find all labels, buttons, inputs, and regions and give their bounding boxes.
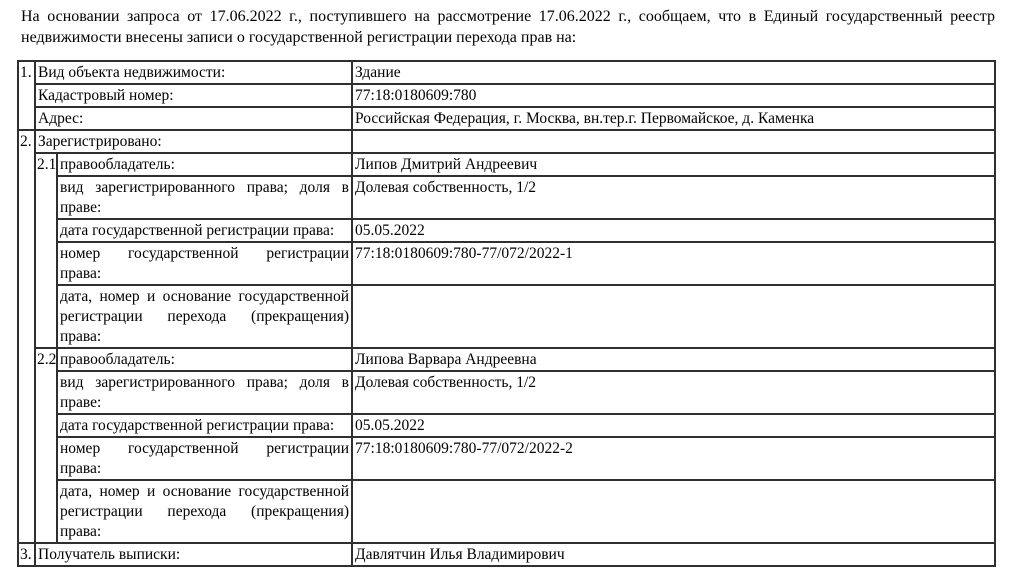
holder-value: Липова Варвара Андреевна xyxy=(352,348,995,371)
subsection-number: 2.2 xyxy=(35,348,57,543)
table-row xyxy=(18,414,995,437)
registration-number-label: номер государственной регистрации права: xyxy=(57,242,352,285)
right-type-value: Долевая собственность, 1/2 xyxy=(352,371,995,414)
registration-number-value: 77:18:0180609:780-77/072/2022-2 xyxy=(352,437,995,480)
registry-table xyxy=(17,60,996,567)
table-row xyxy=(18,348,995,371)
registration-number-label: номер государственной регистрации права: xyxy=(57,437,352,480)
object-type-value: Здание xyxy=(352,61,995,84)
table-row xyxy=(18,285,995,348)
cadastral-value: 77:18:0180609:780 xyxy=(352,84,995,107)
transfer-basis-label: дата, номер и основание государственной регистрации перехода (прекращения) права: xyxy=(57,480,352,543)
table-row xyxy=(18,107,995,130)
right-type-label: вид зарегистрированного права; доля в праве: xyxy=(57,176,352,219)
cadastral-label: Кадастровый номер: xyxy=(35,84,352,107)
empty-cell xyxy=(352,130,995,153)
holder-value: Липов Дмитрий Андреевич xyxy=(352,153,995,176)
table-row xyxy=(18,219,995,242)
address-label: Адрес: xyxy=(35,107,352,130)
section-number: 3. xyxy=(18,543,35,566)
table-row xyxy=(18,130,995,153)
holder-label: правообладатель: xyxy=(57,348,352,371)
subsection-number: 2.1 xyxy=(35,153,57,348)
section-number: 1. xyxy=(18,61,35,130)
registration-date-value: 05.05.2022 xyxy=(352,414,995,437)
holder-label: правообладатель: xyxy=(57,153,352,176)
transfer-basis-value xyxy=(352,285,995,348)
registered-label: Зарегистрировано: xyxy=(35,130,352,153)
table-row xyxy=(18,176,995,219)
transfer-basis-value xyxy=(352,480,995,543)
recipient-label: Получатель выписки: xyxy=(35,543,352,566)
section-number: 2. xyxy=(18,130,35,543)
address-value: Российская Федерация, г. Москва, вн.тер.г. Первомайское, д. Каменка xyxy=(352,107,995,130)
right-type-label: вид зарегистрированного права; доля в праве: xyxy=(57,371,352,414)
intro-paragraph: На основании запроса от 17.06.2022 г., поступившего на рассмотрение 17.06.2022 г., сообщаем, что в Единый государственный реестр недвижимости внесены записи о государственной регистрации перехода прав на: xyxy=(21,8,995,46)
transfer-basis-label: дата, номер и основание государственной регистрации перехода (прекращения) права: xyxy=(57,285,352,348)
table-row xyxy=(18,61,995,84)
table-row xyxy=(18,242,995,285)
table-row xyxy=(18,543,995,566)
object-type-label: Вид объекта недвижимости: xyxy=(35,61,352,84)
registration-date-label: дата государственной регистрации права: xyxy=(57,219,352,242)
right-type-value: Долевая собственность, 1/2 xyxy=(352,176,995,219)
recipient-value: Давлятчин Илья Владимирович xyxy=(352,543,995,566)
registration-number-value: 77:18:0180609:780-77/072/2022-1 xyxy=(352,242,995,285)
table-row xyxy=(18,153,995,176)
table-row xyxy=(18,84,995,107)
table-row xyxy=(18,480,995,543)
registration-date-label: дата государственной регистрации права: xyxy=(57,414,352,437)
registration-date-value: 05.05.2022 xyxy=(352,219,995,242)
table-row xyxy=(18,437,995,480)
table-row xyxy=(18,371,995,414)
